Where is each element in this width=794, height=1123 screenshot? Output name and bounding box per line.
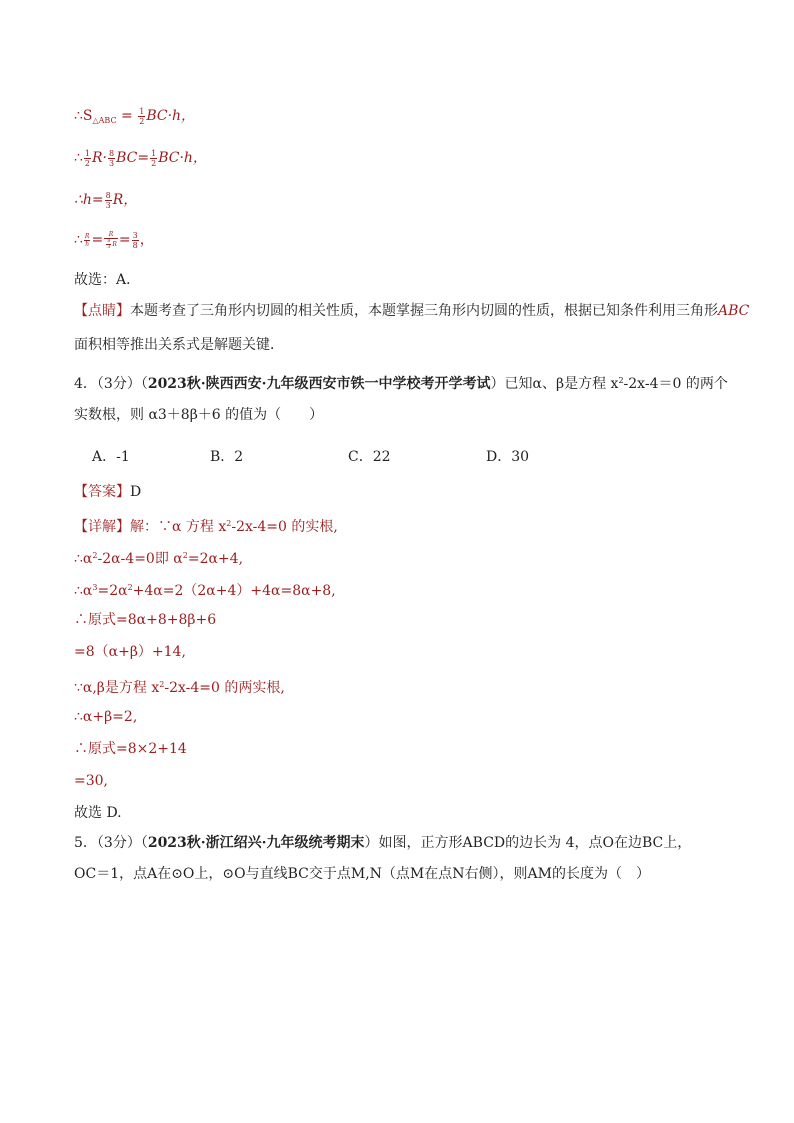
solution-line-3 xyxy=(74,190,137,210)
answer-tag: 【答案】 xyxy=(74,484,130,500)
comment-text: 本题考查了三角形内切圆的相关性质，本题掌握三角形内切圆的性质，根据已知条件利用三角形 xyxy=(130,303,718,319)
text: = xyxy=(91,232,104,248)
solution-line-1 xyxy=(74,106,195,131)
question-4-line-1 xyxy=(74,371,728,394)
fraction: $\frac{8}{3}$ xyxy=(105,190,111,210)
step-7: ∴原式=8×2+14 xyxy=(74,741,187,757)
fraction: $\frac{1}{2}$ xyxy=(151,148,157,168)
comment-line-1 xyxy=(74,301,749,321)
question-4-line-2: 实数根，则 α3＋8β＋6 的值为（ ） xyxy=(74,407,324,423)
text: -2x-4＝0 的两个 xyxy=(623,376,728,392)
text: ∴ xyxy=(74,232,83,248)
step-6: ∴α+β=2, xyxy=(74,709,138,725)
detail-tag: 【详解】 xyxy=(74,519,130,535)
question-5-line-2: OC＝1，点A在⊙O上，⊙O与直线BC交于点M,N（点M在点N右侧），则AM的长度为（ ） xyxy=(74,866,650,882)
solution-line-2 xyxy=(74,148,207,168)
text: 4．（3分）（ xyxy=(74,376,148,392)
text: = xyxy=(121,108,133,124)
choose-answer: 故选：A． xyxy=(74,272,141,288)
text: ）已知α、β是方程 x xyxy=(490,376,619,392)
text: = xyxy=(118,232,131,248)
option-a: A．-1 xyxy=(92,449,130,465)
fraction: R $\frac{8}{3}$ R xyxy=(104,231,118,250)
answer-line xyxy=(74,482,141,502)
option-c: C．22 xyxy=(348,449,391,465)
step-3: ∴原式=8α+8+8β+6 xyxy=(74,612,217,628)
text: ∴h= xyxy=(74,192,104,208)
step-9: 故选 D. xyxy=(74,805,122,821)
solution-line-4 xyxy=(74,230,154,250)
fraction: $\frac{3}{8}$ xyxy=(132,230,138,250)
question-5-line-1: 5．（3分）（2023秋·浙江绍兴·九年级统考期末）如图，正方形ABCD的边长为 4，点O在边BC上， xyxy=(74,835,692,851)
superscript: 2 xyxy=(226,519,232,528)
fraction: $\frac{R}{h}$ xyxy=(84,232,90,248)
text: R· xyxy=(92,150,108,166)
subscript: △ABC xyxy=(92,116,117,125)
fraction: $\frac{1}{2}$ xyxy=(84,148,91,168)
fraction: $\frac{8}{3}$ xyxy=(109,148,115,168)
text: 解：∵α 方程 x xyxy=(130,519,227,535)
step-8: =30, xyxy=(74,773,108,789)
text: ∴S xyxy=(74,108,93,124)
step-1: $\therefore\alpha^2-2\alpha-4=0$即 $\alpha^2=2\alpha+4$, xyxy=(74,551,244,567)
question-source: 2023秋·浙江绍兴·九年级统考期末 xyxy=(147,835,365,851)
step-5: ∵α,β是方程 $x^2-2x-4=0$ 的两实根, xyxy=(74,680,285,696)
detail-line xyxy=(74,514,338,537)
fraction: $\frac{1}{2}$ xyxy=(139,106,145,126)
text: BC= xyxy=(116,150,150,166)
superscript: 2 xyxy=(618,376,624,385)
text: ， xyxy=(139,232,154,248)
comment-tag: 【点睛】 xyxy=(74,303,130,319)
comment-line-2: 面积相等推出关系式是解题关键． xyxy=(74,337,284,353)
option-b: B．2 xyxy=(210,449,244,465)
text: BC·h， xyxy=(158,150,207,166)
comment-variable: ABC xyxy=(718,303,750,319)
text: -2x-4=0 的实根, xyxy=(231,519,338,535)
text: ∴ xyxy=(74,150,83,166)
question-source: 2023秋·陕西西安·九年级西安市铁一中学校考开学考试 xyxy=(147,376,491,392)
text: R， xyxy=(112,192,138,208)
step-2: $\therefore\alpha^3=2\alpha^2+4\alpha=2(2\alpha+4)+4\alpha=8\alpha+8$, xyxy=(74,583,336,599)
answer-value: D xyxy=(130,484,142,500)
step-4: =8（α+β）+14, xyxy=(74,644,186,660)
option-d: D．30 xyxy=(486,449,530,465)
text: BC·h， xyxy=(146,108,196,124)
